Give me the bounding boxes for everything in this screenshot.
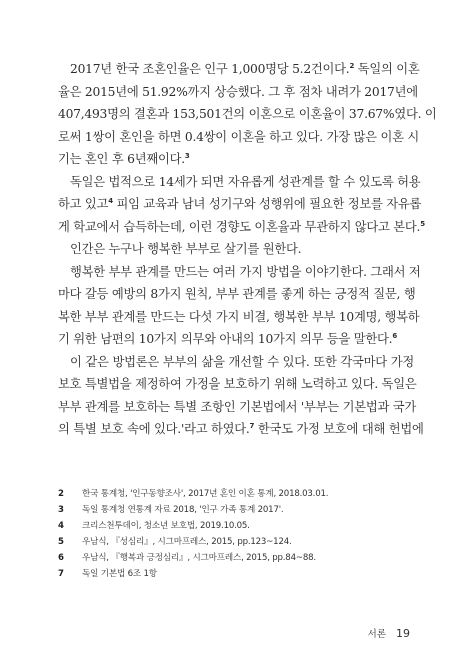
text-line: 마다 갈등 예방의 8가지 원칙, 부부 관계를 좋게 하는 긍정적 질문, 행 — [58, 287, 416, 301]
footnote — [58, 518, 418, 534]
footnote — [58, 566, 418, 582]
text-line: 이 같은 방법론은 부부의 삶을 개선할 수 있다. 또한 각국마다 가정 — [70, 354, 414, 369]
footnote-text: 한국 통계청, '인구동향조사', 2017년 혼인 이혼 통계, 2018.03.01. — [82, 489, 329, 499]
paragraph-5 — [58, 351, 424, 441]
paragraph-3 — [58, 238, 414, 261]
text-line — [58, 193, 422, 216]
text-line: 인간은 누구나 행복한 부부로 살기를 원한다. — [70, 242, 302, 256]
text-line: 독일은 법적으로 14세가 되면 자유롭게 성관계를 할 수 있도록 허용 — [70, 174, 421, 189]
text-span: 독일의 이혼 — [354, 62, 420, 76]
text-span: 하고 있고 — [58, 197, 109, 211]
footnote-text: 우남식, 『성심리』, 시그마프레스, 2015, pp.123~124. — [82, 537, 292, 547]
section-title: 서론 — [367, 629, 386, 640]
footnote-text: 우남식, 『행복과 긍정심리』, 시그마프레스, 2015, pp.84~88. — [82, 553, 316, 563]
text-line — [58, 148, 414, 171]
footnote-ref-3[interactable]: 3 — [184, 152, 190, 160]
text-line — [58, 328, 414, 351]
footnote — [58, 486, 418, 502]
footnote-ref-6[interactable]: 6 — [392, 332, 397, 340]
text-line: 보호 특별법을 제정하여 가정을 보호하기 위해 노력하고 있다. 독일은 — [58, 377, 417, 391]
footnote-ref-4[interactable]: 4 — [108, 197, 113, 205]
footnote-number: 7 — [58, 569, 64, 579]
text-line: 407,493명의 결혼과 153,501건의 이혼으로 이혼율이 37.67%였다. 이 — [58, 107, 437, 121]
footnote-number: 6 — [58, 553, 64, 563]
text-line — [58, 58, 420, 81]
text-span: 기는 혼인 후 6년째이다. — [58, 152, 185, 166]
text-line: 행복한 부부 관계를 만드는 여러 가지 방법을 이야기한다. 그래서 저 — [70, 264, 421, 279]
page-number: 19 — [396, 627, 410, 640]
text-line: 로써 1쌍이 혼인을 하면 0.4쌍이 이혼을 하고 있다. 가장 많은 이혼 시 — [58, 129, 420, 144]
footnote-ref-2[interactable]: 2 — [349, 62, 355, 70]
page-footer — [330, 626, 410, 640]
text-span: 의 특별 보호 속에 있다.'라고 하였다. — [58, 422, 250, 436]
text-line — [58, 418, 424, 441]
footnote-text: 크리스천투데이, 청소년 보호법, 2019.10.05. — [82, 521, 250, 531]
footnote-number: 3 — [58, 505, 64, 515]
paragraph-2 — [58, 171, 425, 239]
text-span: 피임 교육과 남녀 성기구와 성행위에 필요한 정보를 자유롭 — [112, 197, 422, 211]
footnote-text: 독일 통계청 연통계 자료 2018, '인구 가족 통계 2017'. — [82, 505, 284, 515]
text-line: 복한 부부 관계를 만드는 다섯 가지 비결, 행복한 부부 10계명, 행복하 — [58, 309, 420, 324]
text-line: 부부 관계를 보호하는 특별 조항인 기본법에서 '부부는 기본법과 국가 — [58, 399, 417, 414]
footnote-text: 독일 기본법 6조 1항 — [82, 569, 157, 579]
footnote-number: 5 — [58, 537, 64, 547]
footnote — [58, 550, 418, 566]
footnote-number: 2 — [58, 489, 64, 499]
footnote-ref-5[interactable]: 5 — [420, 219, 425, 228]
footnote-ref-7[interactable]: 7 — [249, 422, 255, 430]
text-span: 한국도 가정 보호에 대해 헌법에 — [254, 422, 424, 436]
footnote-number: 4 — [58, 521, 64, 531]
paragraph-4 — [58, 261, 421, 351]
text-line — [58, 216, 425, 239]
footnote — [58, 502, 418, 518]
text-span: 2017년 한국 조혼인율은 인구 1,000명당 5.2건이다. — [70, 62, 350, 76]
footnote — [58, 534, 418, 550]
text-span: 게 학교에서 습득하는데, 이런 경향도 이혼율과 무관하지 않다고 본다. — [58, 219, 421, 234]
main-text — [58, 58, 437, 441]
footnotes — [58, 486, 418, 582]
text-line: 율은 2015년에 51.92%까지 상승했다. 그 후 점차 내려가 2017년에 — [58, 84, 418, 99]
text-span: 기 위한 남편의 10가지 의무와 아내의 10가지 의무 등을 말한다. — [58, 332, 393, 346]
paragraph-1 — [58, 58, 437, 171]
